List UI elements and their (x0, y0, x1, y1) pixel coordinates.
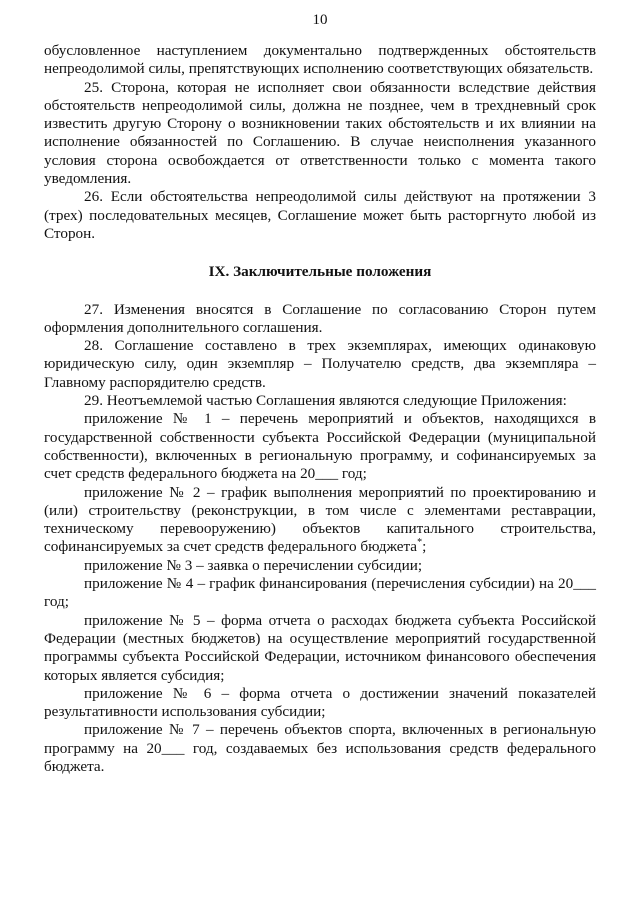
appendix-7-item: приложение № 7 – перечень объектов спорта, включенных в региональную программу на 20___ год, создаваемых без использования средств федерального бюджета. (44, 721, 596, 775)
paragraph-27: 27. Изменения вносятся в Соглашение по согласованию Сторон путем оформления дополнительного соглашения. (44, 300, 596, 336)
document-body (44, 42, 596, 776)
appendix-3-item: приложение № 3 – заявка о перечислении субсидии; (84, 556, 423, 574)
appendix-2-text: приложение № 2 – график выполнения мероприятий по проектированию и (или) строительству (реконструкции, в том числе с элементами реставрации, техническому перевооружению) объектов капитального строительства, софинансируемых за счет средств федерального бюджета (44, 483, 596, 556)
paragraph-28: 28. Соглашение составлено в трех экземплярах, имеющих одинаковую юридическую силу, один экземпляр – Получателю средств, два экземпляра – Главному распорядителю средств. (44, 337, 596, 391)
appendix-5-item: приложение № 5 – форма отчета о расходах бюджета субъекта Российской Федерации (местных бюджетов) на осуществление мероприятий государственной программы субъекта Российской Федерации, источником финансового обеспечения которых является субсидия; (44, 611, 596, 684)
footnote-mark: * (417, 537, 423, 549)
paragraph-29: 29. Неотъемлемой частью Соглашения являются следующие Приложения: (84, 392, 567, 410)
page-number: 10 (312, 12, 328, 28)
appendix-1-item: приложение № 1 – перечень мероприятий и объектов, находящихся в государственной собственности субъекта Российской Федерации (муниципальной собственности), включенных в региональную программу, и софинансируемых за счет средств федерального бюджета на 20___ год; (44, 410, 596, 483)
section-title: IX. Заключительные положения (208, 263, 432, 281)
paragraph-26: 26. Если обстоятельства непреодолимой силы действуют на протяжении 3 (трех) последовательных месяцев, Соглашение может быть расторгнуто любой из Сторон. (44, 188, 596, 242)
appendix-2-item (44, 484, 596, 557)
appendix-6-item: приложение № 6 – форма отчета о достижении значений показателей результативности использования субсидии; (44, 684, 596, 721)
appendix-2-end: ; (422, 538, 427, 556)
appendix-4-item: приложение № 4 – график финансирования (перечисления субсидии) на 20___ год; (44, 575, 596, 611)
paragraph-24-continuation: обусловленное наступлением документально подтвержденных обстоятельств непреодолимой силы, препятствующих исполнению соответствующих обязательств. (44, 42, 596, 78)
paragraph-25: 25. Сторона, которая не исполняет свои обязанности вследствие действия обстоятельств непреодолимой силы, должна не позднее, чем в трехдневный срок известить другую Сторону о возникновении таких обстоятельств и их влиянии на исполнение обязанностей по Соглашению. В случае неисполнения указанного условия сторона освобождается от ответственности только с момента такого уведомления. (44, 78, 596, 188)
